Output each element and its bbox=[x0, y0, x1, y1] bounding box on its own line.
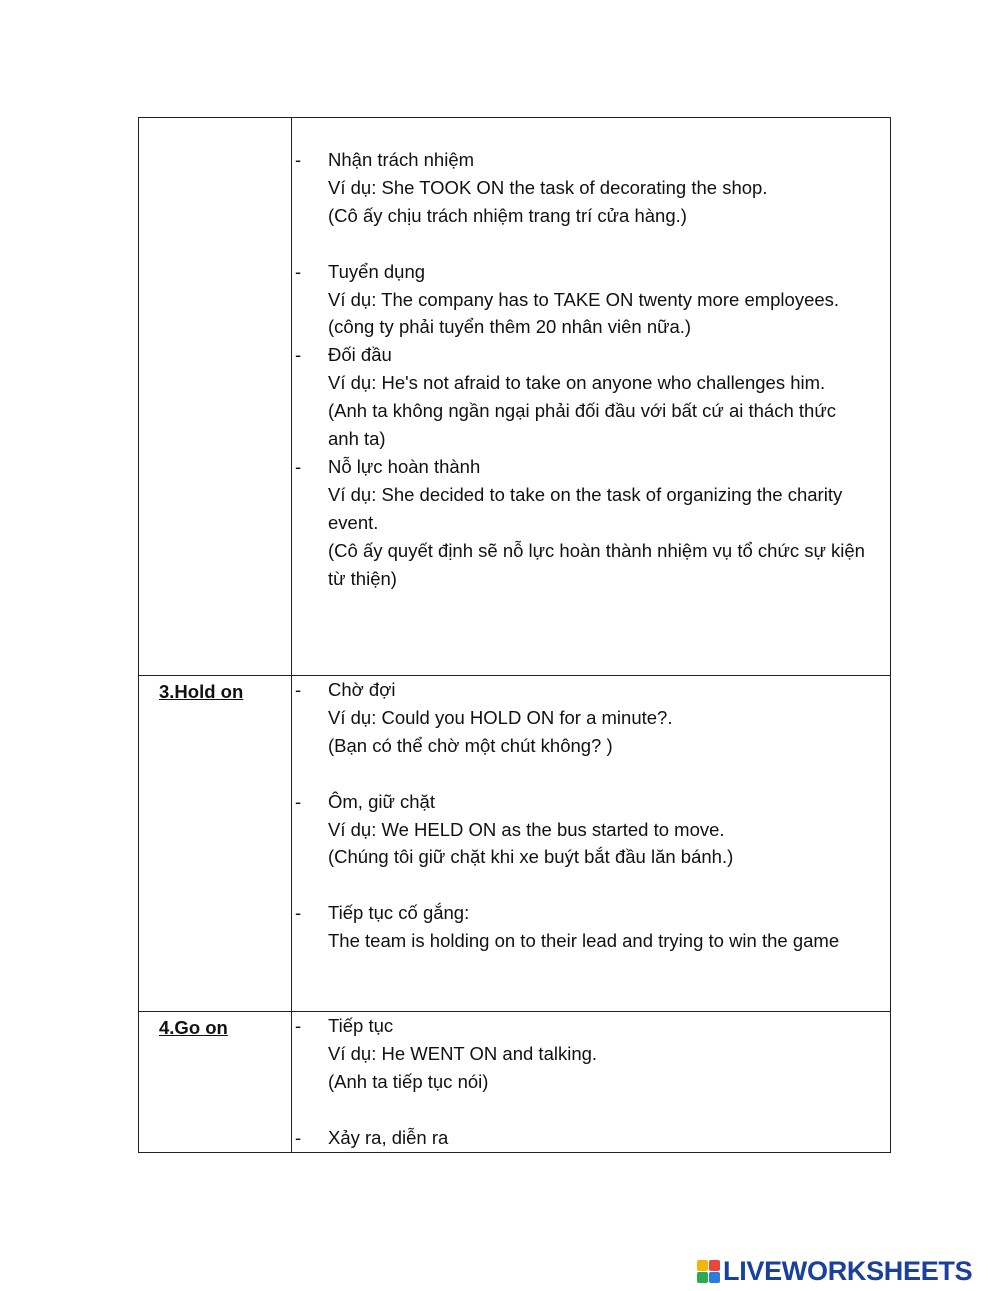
translation-text: (Bạn có thể chờ một chút không? ) bbox=[328, 734, 613, 756]
logo-blocks-icon bbox=[697, 1260, 720, 1283]
meaning-entry: - Nỗ lực hoàn thành Ví dụ: She decided to take on the task of organizing the charity event. (Cô ấy quyết định sẽ nỗ lực hoàn thành nhiệm vụ tổ chức sự kiện từ thiện) bbox=[292, 453, 890, 593]
translation-text: (công ty phải tuyển thêm 20 nhân viên nữa.) bbox=[328, 316, 692, 338]
translation-text: (Cô ấy quyết định sẽ nỗ lực hoàn thành nhiệm vụ tổ chức sự kiện từ thiện) bbox=[328, 539, 865, 589]
meaning-text: Tiếp tục bbox=[328, 1015, 394, 1036]
term-cell bbox=[139, 118, 292, 676]
term-cell bbox=[139, 1012, 292, 1153]
table-row bbox=[139, 676, 891, 1012]
logo-block bbox=[709, 1260, 720, 1271]
logo-block bbox=[697, 1272, 708, 1283]
meaning-entry: - Xảy ra, diễn ra bbox=[292, 1124, 890, 1152]
example-text: Ví dụ: She TOOK ON the task of decorating the shop. bbox=[328, 176, 768, 198]
meaning-entry: - Chờ đợi Ví dụ: Could you HOLD ON for a minute?. (Bạn có thể chờ một chút không? ) bbox=[292, 676, 890, 760]
translation-text: (Anh ta tiếp tục nói) bbox=[328, 1070, 489, 1092]
meaning-cell bbox=[292, 676, 891, 1012]
meaning-text: Tiếp tục cố gắng: bbox=[328, 902, 470, 924]
logo-block bbox=[709, 1272, 720, 1283]
translation-text: (Cô ấy chịu trách nhiệm trang trí cửa hàng.) bbox=[328, 204, 687, 226]
example-text: Ví dụ: We HELD ON as the bus started to move. bbox=[328, 818, 725, 840]
meaning-text: Nỗ lực hoàn thành bbox=[328, 455, 481, 477]
meaning-text: Tuyển dụng bbox=[328, 260, 426, 282]
table-row bbox=[139, 118, 891, 676]
term-label: 4.Go on bbox=[159, 1017, 228, 1038]
liveworksheets-logo bbox=[697, 1256, 972, 1286]
term-label: 3.Hold on bbox=[159, 681, 244, 702]
example-text: The team is holding on to their lead and trying to win the game bbox=[328, 930, 840, 952]
translation-text: (Chúng tôi giữ chặt khi xe buýt bắt đầu lăn bánh.) bbox=[328, 846, 734, 868]
meaning-entry: - Tuyển dụng Ví dụ: The company has to TAKE ON twenty more employees. (công ty phải tuyển thêm 20 nhân viên nữa.) bbox=[292, 258, 890, 342]
example-text: Ví dụ: She decided to take on the task of organizing the charity event. bbox=[328, 483, 843, 533]
meaning-cell bbox=[292, 118, 891, 676]
example-text: Ví dụ: He WENT ON and talking. bbox=[328, 1042, 598, 1064]
example-text: Ví dụ: The company has to TAKE ON twenty more employees. bbox=[328, 288, 840, 310]
meaning-entry: - Ôm, giữ chặt Ví dụ: We HELD ON as the bus started to move. (Chúng tôi giữ chặt khi xe buýt bắt đầu lăn bánh.) bbox=[292, 788, 890, 872]
meaning-text: Chờ đợi bbox=[328, 679, 396, 700]
vocabulary-table bbox=[138, 117, 891, 1153]
meaning-cell bbox=[292, 1012, 891, 1153]
meaning-entry: - Tiếp tục Ví dụ: He WENT ON and talking. (Anh ta tiếp tục nói) bbox=[292, 1012, 890, 1096]
example-text: Ví dụ: Could you HOLD ON for a minute?. bbox=[328, 706, 673, 728]
meaning-text: Đối đầu bbox=[328, 344, 392, 366]
translation-text: (Anh ta không ngần ngại phải đối đầu với bất cứ ai thách thức anh ta) bbox=[328, 400, 836, 450]
meaning-entry: - Đối đầu Ví dụ: He's not afraid to take on anyone who challenges him. (Anh ta không ngần ngại phải đối đầu với bất cứ ai thách thức anh ta) bbox=[292, 341, 890, 453]
meaning-entry: - Nhận trách nhiệm Ví dụ: She TOOK ON the task of decorating the shop. (Cô ấy chịu trách nhiệm trang trí cửa hàng.) bbox=[292, 146, 890, 230]
meaning-text: Ôm, giữ chặt bbox=[328, 790, 435, 812]
logo-text: LIVEWORKSHEETS bbox=[723, 1255, 973, 1286]
logo-block bbox=[697, 1260, 708, 1271]
example-text: Ví dụ: He's not afraid to take on anyone who challenges him. bbox=[328, 372, 826, 394]
meaning-entry: - Tiếp tục cố gắng: The team is holding on to their lead and trying to win the game bbox=[292, 899, 890, 955]
meaning-text: Xảy ra, diễn ra bbox=[328, 1126, 449, 1148]
term-cell bbox=[139, 676, 292, 1012]
meaning-text: Nhận trách nhiệm bbox=[328, 149, 475, 170]
table-row bbox=[139, 1012, 891, 1153]
